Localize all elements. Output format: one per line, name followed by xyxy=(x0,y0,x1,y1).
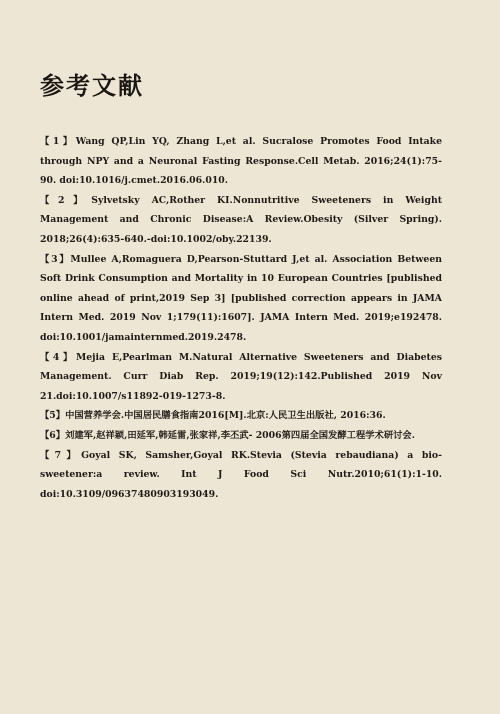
reference-number: 【3】 xyxy=(40,253,71,265)
page-title: 参考文献 xyxy=(40,71,144,100)
reference-text: 中国营养学会.中国居民膳食指南2016[M].北京:人民卫生出版社, 2016:36. xyxy=(65,410,386,422)
reference-item-2 xyxy=(40,191,442,250)
reference-item-4 xyxy=(40,348,442,407)
reference-number: 【2】 xyxy=(40,194,92,206)
reference-item-1 xyxy=(40,132,442,191)
reference-item-7 xyxy=(40,446,442,505)
reference-text: Sylvetsky AC,Rother KI.Nonnutritive Sweeteners in Weight Management and Chronic Disease:A Review.Obesity (Silver Spring). 2018;26(4):635-640.-doi:10.1002/oby.22139. xyxy=(40,194,442,245)
reference-text: Mejia E,Pearlman M.Natural Alternative Sweeteners and Diabetes Management. Curr Diab Rep. 2019;19(12):142.Published 2019 Nov 21.doi:10.1007/s11892-019-1273-8. xyxy=(40,351,442,402)
reference-item-6 xyxy=(40,426,442,446)
reference-number: 【4】 xyxy=(40,351,76,363)
reference-text: Goyal SK, Samsher,Goyal RK.Stevia (Stevia rebaudiana) a bio-sweetener:a review. Int J Food Sci Nutr.2010;61(1):1-10. doi:10.3109/09637480903193049. xyxy=(40,449,442,500)
reference-number: 【7】 xyxy=(40,449,82,461)
reference-text: 刘建军,赵祥颖,田延军,韩延雷,张家祥,李丕武- 2006第四届全国发酵工程学术研讨会. xyxy=(65,429,415,441)
reference-number: 【5】 xyxy=(40,410,66,422)
reference-item-5 xyxy=(40,406,442,426)
reference-number: 【6】 xyxy=(40,429,66,441)
reference-text: Mullee A,Romaguera D,Pearson-Stuttard J,et al. Association Between Soft Drink Consumption and Mortality in 10 European Countries [published online ahead of print,2019 Sep 3] [published correction appears in JAMA Intern Med. 2019 Nov 1;179(11):1607]. JAMA Intern Med. 2019;e192478. doi:10.1001/jamainternmed.2019.2478. xyxy=(40,253,442,343)
reference-item-3 xyxy=(40,250,442,348)
reference-text: Wang QP,Lin YQ, Zhang L,et al. Sucralose Promotes Food Intake through NPY and a Neuronal Fasting Response.Cell Metab. 2016;24(1):75-90. doi:10.1016/j.cmet.2016.06.010. xyxy=(40,136,442,187)
reference-number: 【1】 xyxy=(40,136,76,147)
reference-list xyxy=(40,132,442,504)
